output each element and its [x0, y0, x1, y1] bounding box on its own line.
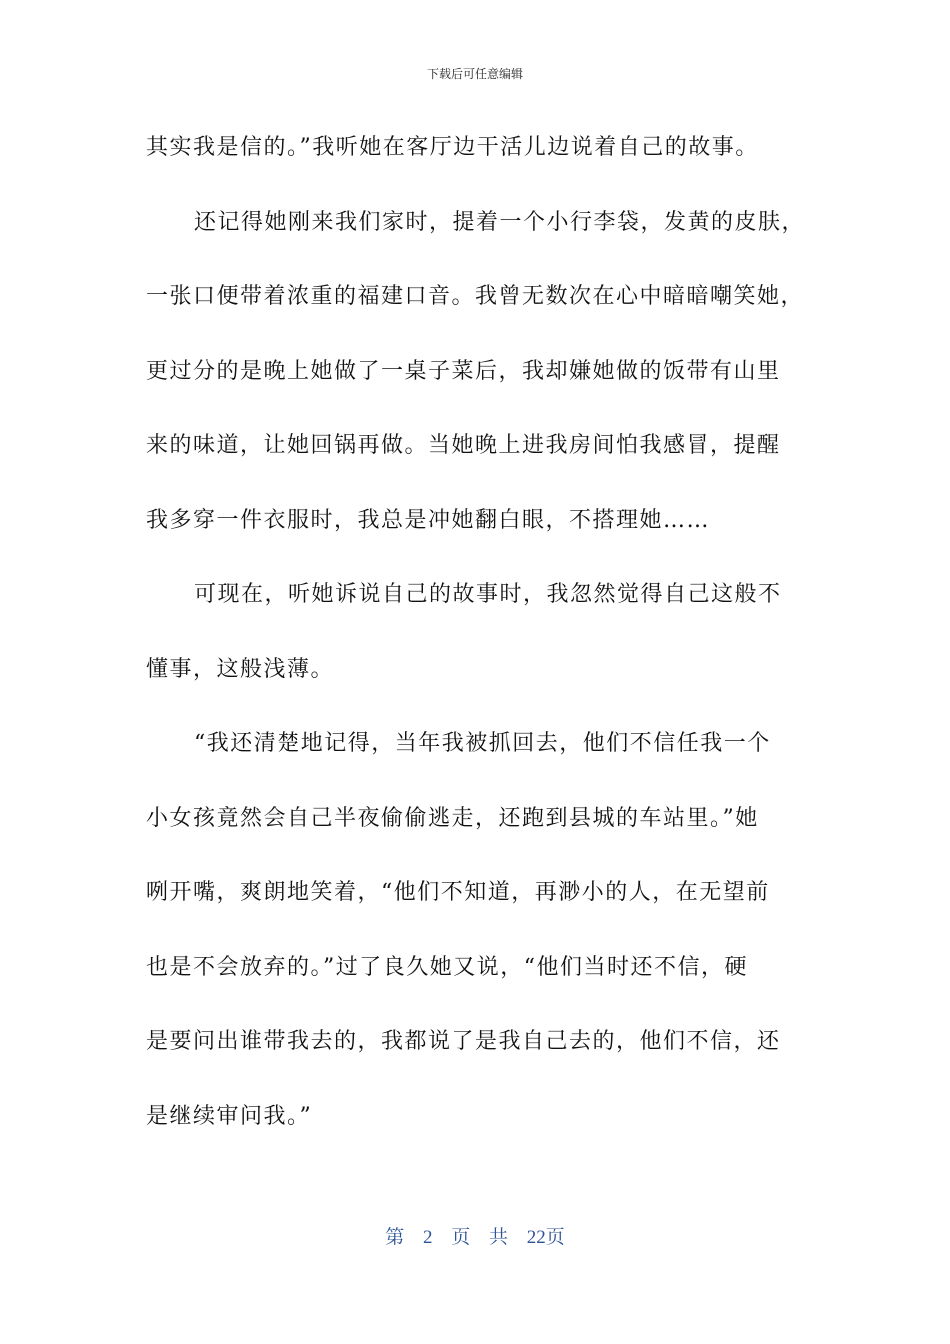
footer-page-unit: 页 [451, 1227, 471, 1248]
text-line: 来的味道，让她回锅再做。当她晚上进我房间怕我感冒，提醒 [146, 433, 781, 458]
text-line: 是继续审问我。” [146, 1103, 313, 1129]
text-line: 也是不会放弃的。”过了良久她又说，“他们当时还不信，硬 [146, 954, 748, 980]
text-line: 懂事，这般浅薄。 [146, 656, 335, 682]
text-line: 更过分的是晚上她做了一桌子菜后，我却嫌她做的饭带有山里 [146, 358, 781, 384]
text-line: 是要问出谁带我去的，我都说了是我自己去的，他们不信，还 [146, 1029, 781, 1054]
footer-page-label: 第 [385, 1227, 405, 1248]
page-footer [0, 1226, 950, 1250]
page-header-note: 下载后可任意编辑 [426, 67, 523, 81]
text-line: 还记得她刚来我们家时，提着一个小行李袋，发黄的皮肤， [194, 209, 806, 235]
document-body [146, 111, 806, 1154]
text-line: 小女孩竟然会自己半夜偷偷逃走，还跑到县城的车站里。”她 [146, 805, 759, 831]
text-line: 咧开嘴，爽朗地笑着，“他们不知道，再渺小的人，在无望前 [146, 880, 770, 905]
footer-page-number: 2 [422, 1227, 433, 1248]
text-line: 可现在，听她诉说自己的故事时，我忽然觉得自己这般不 [194, 582, 782, 607]
footer-total-pages: 22页 [526, 1227, 565, 1248]
footer-total-label: 共 [489, 1227, 509, 1248]
text-line: 我多穿一件衣服时，我总是冲她翻白眼，不搭理她…… [146, 507, 711, 533]
text-line: 其实我是信的。”我听她在客厅边干活儿边说着自己的故事。 [146, 135, 759, 160]
text-line: 一张口便带着浓重的福建口音。我曾无数次在心中暗暗嘲笑她， [146, 284, 805, 309]
text-line: “我还清楚地记得，当年我被抓回去，他们不信任我一个 [194, 731, 771, 756]
